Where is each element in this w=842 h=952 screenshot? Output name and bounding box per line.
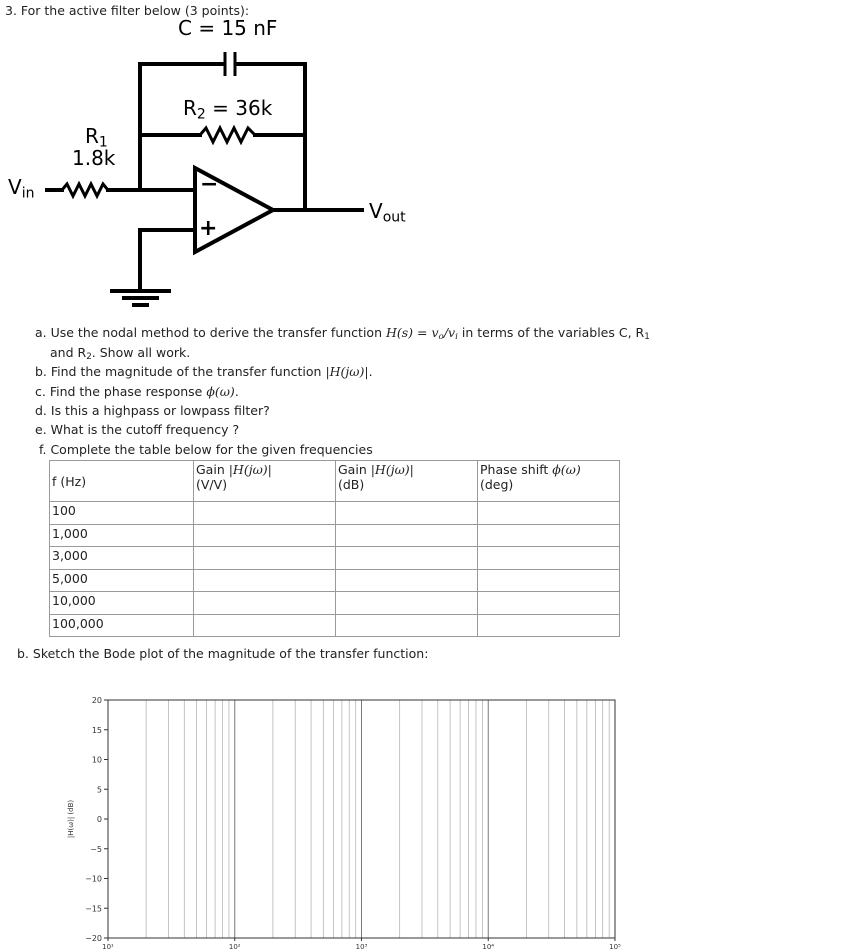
part-f: f. Complete the table below for the given frequencies [39,442,373,457]
r1-value: 1.8k [72,146,116,170]
part-a-line1: a. Use the nodal method to derive the transfer function $H(s) = v_o/v_i$ in terms of the variables C, $R_1$ [35,325,650,343]
answer-cell[interactable] [336,524,478,547]
answer-cell[interactable] [194,614,336,637]
header-frequency: f (Hz) [50,461,194,502]
answer-cell[interactable] [194,569,336,592]
answer-cell[interactable] [336,547,478,570]
y-tick-label: 20 [91,696,102,705]
question-title: 3. For the active filter below (3 points): [5,3,250,18]
frequency-cell: 3,000 [50,547,194,570]
answer-cell[interactable] [478,524,620,547]
frequency-cell: 100 [50,502,194,525]
y-tick-label: −15 [85,904,102,914]
resistor-r1 [62,184,108,196]
answer-cell[interactable] [478,592,620,615]
answer-cell[interactable] [336,614,478,637]
y-tick-label: 10 [91,755,102,765]
answer-cell[interactable] [478,569,620,592]
y-tick-label: 5 [96,785,102,795]
header-gain-vv: Gain |H(jω)| (V/V) [194,461,336,502]
answer-cell[interactable] [336,592,478,615]
capacitor-label: C = 15 nF [178,16,278,40]
answer-cell[interactable] [194,524,336,547]
frequency-cell: 1,000 [50,524,194,547]
answer-cell[interactable] [478,547,620,570]
opamp-plus-sign: + [199,216,218,241]
r2-label: $R_2 = 36k$ [183,96,273,123]
frequency-cell: 5,000 [50,569,194,592]
capacitor-symbol [225,52,235,76]
x-tick-label: 10³ [355,943,368,951]
table-header-row [50,461,620,502]
table-row [50,547,620,570]
answer-cell[interactable] [478,502,620,525]
frequency-cell: 100,000 [50,614,194,637]
resistor-r2 [200,128,255,142]
r1-label: $R_1$ [85,124,108,151]
table-row [50,614,620,637]
ground-symbol [110,291,171,305]
table-row [50,569,620,592]
answer-cell[interactable] [336,569,478,592]
answer-cell[interactable] [194,547,336,570]
part-d: d. Is this a highpass or lowpass filter? [35,403,270,418]
x-tick-label: 10⁴ [482,943,495,951]
answer-cell[interactable] [336,502,478,525]
vout-label: $V_{out}$ [369,199,406,226]
vin-label: $V_{in}$ [8,175,35,202]
y-tick-label: −10 [85,874,102,884]
x-tick-label: 10⁵ [609,943,621,951]
answer-cell[interactable] [194,502,336,525]
x-tick-label: 10¹ [102,943,114,951]
answer-cell[interactable] [194,592,336,615]
part-b: b. Find the magnitude of the transfer function |H(jω)|. [35,364,373,379]
table-row [50,592,620,615]
table-row [50,502,620,525]
opamp-minus-sign: − [200,172,219,197]
circuit-wires [0,0,842,320]
table-row [50,524,620,547]
part-c: c. Find the phase response ϕ(ω). [35,384,239,399]
part-a-line2: and $R_2$. Show all work. [50,345,191,363]
part-e: e. What is the cutoff frequency ? [35,422,240,437]
y-tick-label: 15 [91,725,102,735]
part-b-sketch: b. Sketch the Bode plot of the magnitude of the transfer function: [17,646,429,661]
header-gain-db: Gain |H(jω)| (dB) [336,461,478,502]
y-axis-label: |H(ω)| (dB) [67,799,75,839]
y-tick-label: −20 [85,934,102,943]
answer-cell[interactable] [478,614,620,637]
y-tick-label: −5 [90,844,102,854]
header-phase: Phase shift ϕ(ω) (deg) [478,461,620,502]
y-tick-label: 0 [96,815,102,824]
bode-plot [0,680,842,952]
x-tick-label: 10² [228,943,241,951]
frequency-cell: 10,000 [50,592,194,615]
frequency-table [49,460,620,637]
